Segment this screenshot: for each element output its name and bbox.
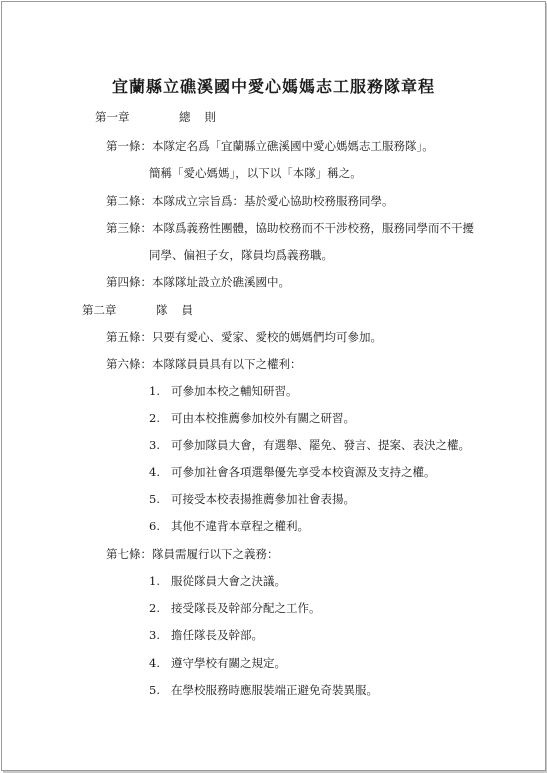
article-1-continued: 簡稱「愛心媽媽」，以下以「本隊」稱之。 [149,166,362,180]
article-7-item-3 [149,628,263,642]
item-text: 可接受本校表揚推薦參加社會表揚。 [171,492,355,506]
article-1-text: 本隊定名爲「宜蘭縣立礁溪國中愛心媽媽志工服務隊」。 [152,139,434,153]
article-6-label: 第六條： [106,357,152,371]
item-text: 服從隊員大會之決議。 [171,574,286,588]
item-number: 6. [149,519,160,533]
article-7-label: 第七條： [106,547,152,561]
chapter-2-heading [82,303,207,317]
item-text: 在學校服務時應服裝端正避免奇裝異服。 [171,683,378,697]
item-text: 接受隊長及幹部分配之工作。 [171,601,321,615]
article-6-item-5 [149,492,355,506]
article-2-text: 本隊成立宗旨爲：基於愛心協助校務服務同學。 [152,194,394,208]
article-6-item-1 [149,384,298,398]
item-text: 可由本校推薦參加校外有關之研習。 [171,411,355,425]
article-5-text: 只要有愛心、愛家、愛校的媽媽們均可參加。 [152,330,382,344]
item-number: 2. [149,601,160,615]
item-text: 其他不違背本章程之權利。 [171,519,309,533]
item-text: 擔任隊長及幹部。 [171,628,263,642]
document-page [1,1,546,771]
document-title: 宜蘭縣立礁溪國中愛心媽媽志工服務隊章程 [111,77,435,96]
article-5 [106,330,382,344]
item-text: 遵守學校有關之規定。 [171,656,286,670]
article-5-label: 第五條： [106,330,152,344]
chapter-1-heading [95,110,230,124]
article-6 [106,357,302,371]
article-6-item-4 [149,465,436,479]
chapter-2-name: 隊員 [156,303,207,317]
article-6-item-6 [149,519,309,533]
article-4-text: 本隊隊址設立於礁溪國中。 [152,275,290,289]
article-6-item-3 [149,438,470,452]
chapter-1-label: 第一章 [95,110,130,124]
item-text: 可參加社會各項選舉優先享受本校資源及支持之權。 [171,465,436,479]
item-number: 1. [149,574,160,588]
article-2-label: 第二條： [106,194,152,208]
item-number: 3. [149,628,160,642]
article-2 [106,194,394,208]
item-number: 4. [149,465,160,479]
item-text: 可參加本校之輔知研習。 [171,384,298,398]
article-6-item-2 [149,411,355,425]
item-number: 5. [149,683,160,697]
article-4-label: 第四條： [106,275,152,289]
article-7-text: 隊員需履行以下之義務： [152,547,279,561]
chapter-2-label: 第二章 [82,303,117,317]
article-7-item-5 [149,683,378,697]
article-6-text: 本隊隊員員具有以下之權利： [152,357,302,371]
article-1-label: 第一條： [106,139,152,153]
article-1 [106,139,434,153]
item-number: 4. [149,656,160,670]
article-3-continued: 同學、偏袒子女，隊員均爲義務職。 [149,248,333,262]
article-3-text: 本隊爲義務性團體，協助校務而不干涉校務，服務同學而不干擾 [152,221,474,235]
article-7-item-4 [149,656,286,670]
item-number: 3. [149,438,160,452]
article-4 [106,275,290,289]
article-3 [106,221,474,235]
article-3-label: 第三條： [106,221,152,235]
item-number: 5. [149,492,160,506]
chapter-1-name: 總則 [179,110,230,124]
item-number: 2. [149,411,160,425]
item-text: 可參加隊員大會，有選舉、罷免、發言、提案、表決之權。 [171,438,470,452]
article-7-item-2 [149,601,321,615]
item-number: 1. [149,384,160,398]
article-7-item-1 [149,574,286,588]
article-7 [106,547,279,561]
